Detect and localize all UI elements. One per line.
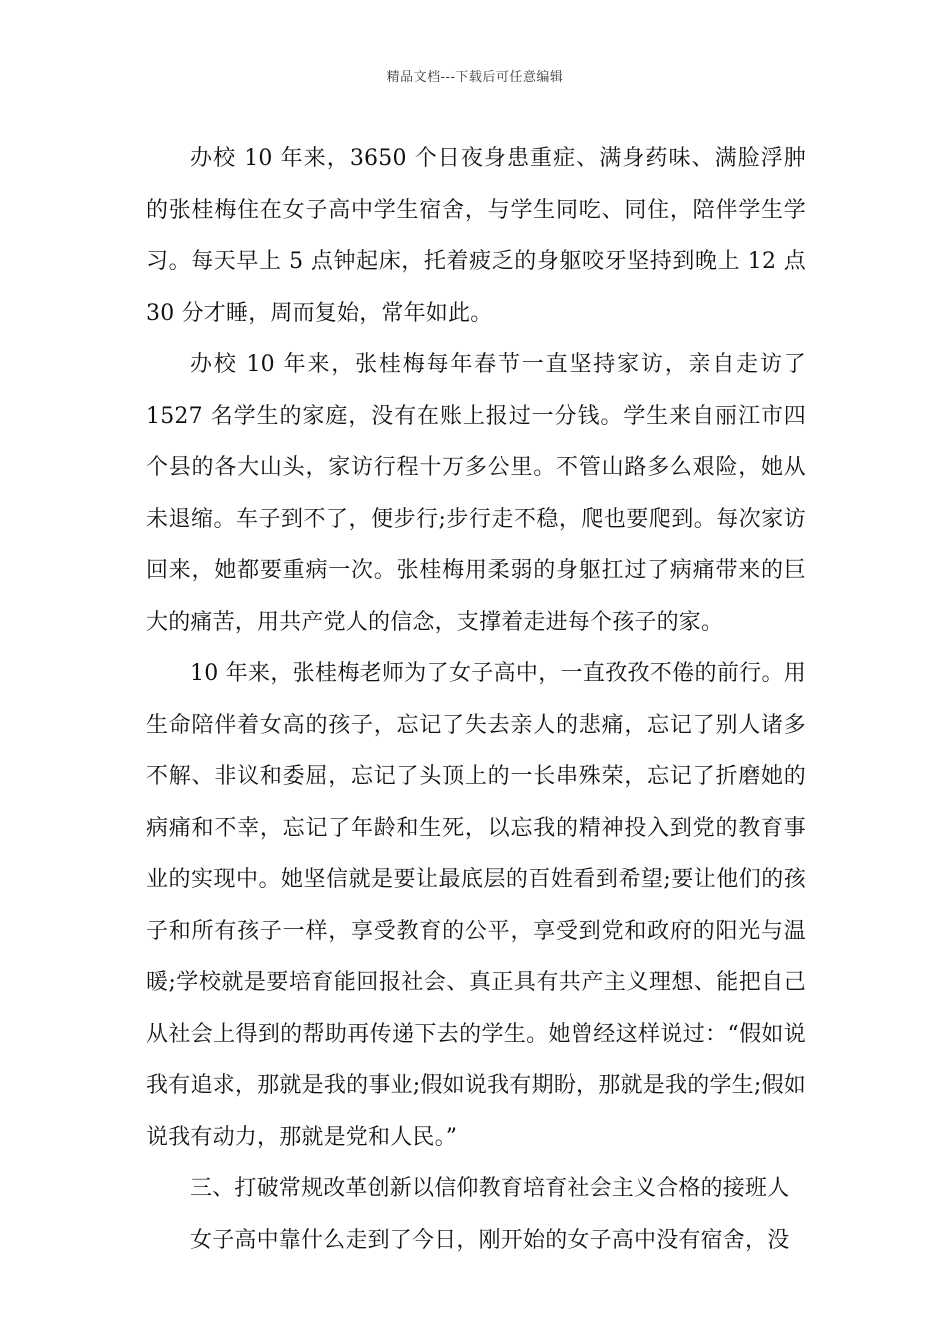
paragraph-2: 办校 10 年来，张桂梅每年春节一直坚持家访，亲自走访了 1527 名学生的家庭，没有在账上报过一分钱。学生来自丽江市四个县的各大山头，家访行程十万多公里。不管山路多么艰险，她从未退缩。车子到不了，便步行;步行走不稳，爬也要爬到。每次家访回来，她都要重病一次。张桂梅用柔弱的身躯扛过了病痛带来的巨大的痛苦，用共产党人的信念，支撑着走进每个孩子的家。 <box>146 352 806 635</box>
paragraph-4: 女子高中靠什么走到了今日，刚开始的女子高中没有宿舍，没 <box>190 1227 790 1253</box>
document-body <box>146 133 806 1266</box>
page-header: 精品文档---下载后可任意编辑 <box>386 70 564 85</box>
paragraph-1: 办校 10 年来，3650 个日夜身患重症、满身药味、满脸浮肿的张桂梅住在女子高中学生宿舍，与学生同吃、同住，陪伴学生学习。每天早上 5 点钟起床，托着疲乏的身躯咬牙坚持到晚上 12 点 30 分才睡，周而复始，常年如此。 <box>146 146 806 326</box>
paragraph-3: 10 年来，张桂梅老师为了女子高中，一直孜孜不倦的前行。用生命陪伴着女高的孩子，忘记了失去亲人的悲痛，忘记了别人诸多不解、非议和委屈，忘记了头顶上的一长串殊荣，忘记了折磨她的病痛和不幸，忘记了年龄和生死，以忘我的精神投入到党的教育事业的实现中。她坚信就是要让最底层的百姓看到希望;要让他们的孩子和所有孩子一样，享受教育的公平，享受到党和政府的阳光与温暖;学校就是要培育能回报社会、真正具有共产主义理想、能把自己从社会上得到的帮助再传递下去的学生。她曾经这样说过：“假如说我有追求，那就是我的事业;假如说我有期盼，那就是我的学生;假如说我有动力，那就是党和人民。” <box>146 661 806 1150</box>
section-heading: 三、打破常规改革创新以信仰教育培育社会主义合格的接班人 <box>190 1176 790 1201</box>
